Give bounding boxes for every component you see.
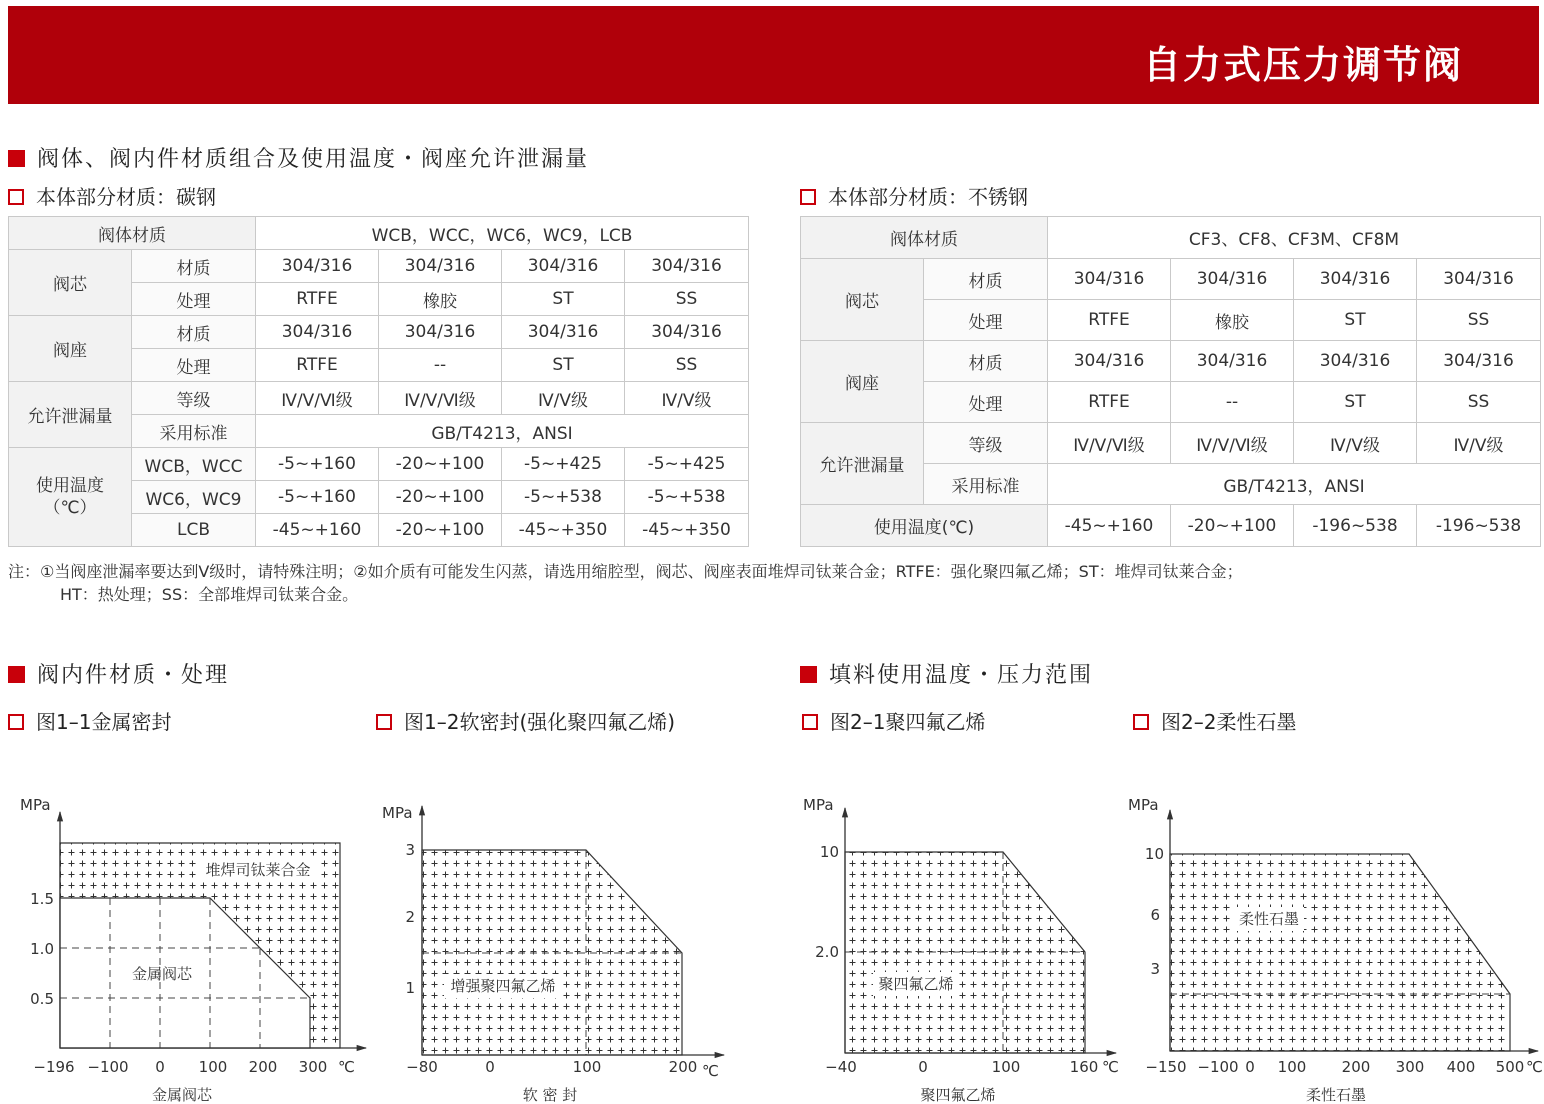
x-tick-label: 0 — [155, 1058, 165, 1076]
table-cell: -196~538 — [1294, 505, 1417, 547]
table-cell: -45~+350 — [502, 514, 625, 547]
temp-row-label: WC6，WC9 — [132, 481, 256, 514]
treatment-label: 处理 — [132, 283, 256, 316]
x-tick-label: 400 — [1446, 1058, 1476, 1076]
table-cell: -- — [379, 349, 502, 382]
material-label: 材质 — [132, 250, 256, 283]
table-cell: -- — [1171, 382, 1294, 423]
y-tick-label: 1.5 — [30, 890, 54, 908]
table-cell: Ⅳ/Ⅴ/Ⅵ级 — [1171, 423, 1294, 464]
seat-label: 阀座 — [9, 316, 132, 382]
table-cell: 304/316 — [625, 250, 749, 283]
table-cell: 304/316 — [256, 250, 379, 283]
x-axis-unit: ℃ — [1102, 1058, 1119, 1076]
subtitle-stainless-steel: 本体部分材质：不锈钢 — [800, 181, 1028, 210]
table-cell: 304/316 — [379, 250, 502, 283]
body-material-label: 阀体材质 — [801, 217, 1048, 259]
x-tick-label: −196 — [33, 1058, 75, 1076]
chart-caption: 软 密 封 — [522, 1086, 578, 1104]
table-cell: -196~538 — [1417, 505, 1541, 547]
table-cell: 304/316 — [1171, 259, 1294, 300]
table-cell: -20~+100 — [1171, 505, 1294, 547]
table-cell: ST — [1294, 382, 1417, 423]
y-tick-label: 3 — [1150, 960, 1160, 978]
y-axis-unit: MPa — [20, 796, 51, 814]
x-tick-label: 500 — [1495, 1058, 1525, 1076]
table-cell: RTFE — [256, 283, 379, 316]
figure-title-2-1: 图2–1聚四氟乙烯 — [802, 706, 985, 735]
section-title-packing: 填料使用温度・压力范围 — [800, 658, 1093, 689]
x-tick-label: −80 — [406, 1058, 438, 1076]
temp-row-label: WCB，WCC — [132, 448, 256, 481]
table-cell: 304/316 — [1048, 259, 1171, 300]
chart-caption: 金属阀芯 — [151, 1086, 213, 1104]
table-cell: 304/316 — [1294, 259, 1417, 300]
leakage-label: 允许泄漏量 — [801, 423, 924, 505]
x-tick-label: −100 — [87, 1058, 129, 1076]
x-tick-label: 200 — [1341, 1058, 1371, 1076]
region-label: 聚四氟乙烯 — [878, 975, 954, 993]
table-note: 注：①当阀座泄漏率要达到Ⅴ级时，请特殊注明；②如介质有可能发生闪蒸，请选用缩腔型，阀芯、阀座表面堆焊司钛莱合金；RTFE：强化聚四氟乙烯；ST：堆焊司钛莱合金； HT：热处理；SS：全部堆焊司钛莱合金。 — [8, 562, 1243, 604]
region-label-metal-core: 金属阀芯 — [131, 965, 193, 983]
figure-title-2-2: 图2–2柔性石墨 — [1133, 706, 1296, 735]
seat-label: 阀座 — [801, 341, 924, 423]
table-cell: 橡胶 — [379, 283, 502, 316]
x-tick-label: 100 — [991, 1058, 1021, 1076]
region-label-stellite: 堆焊司钛莱合金 — [205, 861, 311, 879]
table-cell: 304/316 — [1294, 341, 1417, 382]
y-tick-label: 2.0 — [815, 943, 839, 961]
x-tick-label: 100 — [1277, 1058, 1307, 1076]
region-label: 增强聚四氟乙烯 — [450, 977, 556, 995]
table-cell: -5~+538 — [625, 481, 749, 514]
chart-caption: 柔性石墨 — [1305, 1086, 1367, 1104]
table-cell: -20~+100 — [379, 514, 502, 547]
temperature-label: 使用温度（℃） — [9, 448, 132, 547]
x-tick-label: 300 — [1395, 1058, 1425, 1076]
table-cell: Ⅳ/Ⅴ级 — [502, 382, 625, 415]
treatment-label: 处理 — [924, 300, 1048, 341]
x-tick-label: 200 — [248, 1058, 278, 1076]
section-title-trim: 阀内件材质・处理 — [8, 658, 229, 689]
x-tick-label: 200 — [668, 1058, 698, 1076]
standard-label: 采用标准 — [924, 464, 1048, 505]
x-tick-label: −150 — [1145, 1058, 1187, 1076]
chart-metal-seal — [20, 796, 366, 1104]
x-axis-unit: ℃ — [338, 1058, 355, 1076]
table-cell: Ⅳ/Ⅴ/Ⅵ级 — [256, 382, 379, 415]
table-cell: ST — [502, 349, 625, 382]
subtitle-carbon-steel: 本体部分材质：碳钢 — [8, 181, 216, 210]
table-cell: -45~+160 — [256, 514, 379, 547]
page-title: 自力式压力调节阀 — [1142, 43, 1463, 87]
region-label: 柔性石墨 — [1238, 910, 1300, 928]
table-cell: RTFE — [1048, 300, 1171, 341]
table-cell: RTFE — [256, 349, 379, 382]
y-tick-label: 3 — [405, 841, 415, 859]
x-tick-label: 0 — [918, 1058, 928, 1076]
temperature-label: 使用温度(℃) — [801, 505, 1048, 547]
table-cell: 304/316 — [502, 250, 625, 283]
table-cell: 304/316 — [256, 316, 379, 349]
table-cell: -5~+425 — [625, 448, 749, 481]
table-cell: Ⅳ/Ⅴ级 — [625, 382, 749, 415]
table-cell: -5~+538 — [502, 481, 625, 514]
section-title-materials: 阀体、阀内件材质组合及使用温度・阀座允许泄漏量 — [8, 142, 589, 173]
material-label: 材质 — [132, 316, 256, 349]
table-cell: ST — [1294, 300, 1417, 341]
table-cell: 橡胶 — [1171, 300, 1294, 341]
material-label: 材质 — [924, 341, 1048, 382]
chart-ptfe-packing — [803, 796, 1119, 1104]
grade-label: 等级 — [132, 382, 256, 415]
region-graphite — [1170, 854, 1510, 1051]
y-tick-label: 10 — [1144, 845, 1164, 863]
table-cell: -20~+100 — [379, 481, 502, 514]
table-cell: Ⅳ/Ⅴ/Ⅵ级 — [1048, 423, 1171, 464]
y-tick-label: 0.5 — [30, 990, 54, 1008]
table-cell: -20~+100 — [379, 448, 502, 481]
treatment-label: 处理 — [132, 349, 256, 382]
table-cell: -5~+425 — [502, 448, 625, 481]
table-cell: 304/316 — [625, 316, 749, 349]
table-cell: 304/316 — [1417, 341, 1541, 382]
y-tick-label: 10 — [819, 843, 839, 861]
core-label: 阀芯 — [801, 259, 924, 341]
table-cell: Ⅳ/Ⅴ级 — [1294, 423, 1417, 464]
core-label: 阀芯 — [9, 250, 132, 316]
standard-value: GB/T4213，ANSI — [256, 415, 749, 448]
table-cell: 304/316 — [379, 316, 502, 349]
treatment-label: 处理 — [924, 382, 1048, 423]
table-cell: 304/316 — [1417, 259, 1541, 300]
standard-label: 采用标准 — [132, 415, 256, 448]
table-cell: SS — [1417, 300, 1541, 341]
body-material-value: WCB，WCC，WC6，WC9，LCB — [256, 217, 749, 250]
leakage-label: 允许泄漏量 — [9, 382, 132, 448]
table-cell: -45~+350 — [625, 514, 749, 547]
table-cell: RTFE — [1048, 382, 1171, 423]
table-cell: -45~+160 — [1048, 505, 1171, 547]
figure-title-1-2: 图1–2软密封(强化聚四氟乙烯) — [376, 706, 675, 735]
y-axis-unit: MPa — [382, 804, 413, 822]
body-material-label: 阀体材质 — [9, 217, 256, 250]
body-material-value: CF3、CF8、CF3M、CF8M — [1048, 217, 1541, 259]
table-cell: ST — [502, 283, 625, 316]
y-axis-unit: MPa — [1128, 796, 1159, 814]
table-cell: 304/316 — [502, 316, 625, 349]
chart-caption: 聚四氟乙烯 — [920, 1086, 996, 1104]
standard-value: GB/T4213，ANSI — [1048, 464, 1541, 505]
y-axis-unit: MPa — [803, 796, 834, 814]
chart-soft-seal — [382, 804, 724, 1104]
material-label: 材质 — [924, 259, 1048, 300]
y-tick-label: 1.0 — [30, 940, 54, 958]
figure-title-1-1: 图1–1金属密封 — [8, 706, 171, 735]
x-tick-label: 160 — [1069, 1058, 1099, 1076]
x-axis-unit: ℃ — [1526, 1058, 1543, 1076]
table-cell: SS — [625, 283, 749, 316]
y-tick-label: 1 — [405, 979, 415, 997]
grade-label: 等级 — [924, 423, 1048, 464]
y-tick-label: 6 — [1150, 906, 1160, 924]
x-axis-unit: ℃ — [702, 1062, 719, 1080]
table-cell: SS — [625, 349, 749, 382]
table-cell: -5~+160 — [256, 448, 379, 481]
table-cell: SS — [1417, 382, 1541, 423]
table-cell: 304/316 — [1048, 341, 1171, 382]
table-cell: 304/316 — [1171, 341, 1294, 382]
y-tick-label: 2 — [405, 908, 415, 926]
table-cell: Ⅳ/Ⅴ/Ⅵ级 — [379, 382, 502, 415]
x-tick-label: 300 — [298, 1058, 328, 1076]
x-tick-label: 100 — [572, 1058, 602, 1076]
table-cell: -5~+160 — [256, 481, 379, 514]
chart-graphite-packing — [1128, 796, 1543, 1104]
temp-row-label: LCB — [132, 514, 256, 547]
x-tick-label: −100 — [1197, 1058, 1239, 1076]
x-tick-label: 0 — [485, 1058, 495, 1076]
x-tick-label: 100 — [198, 1058, 228, 1076]
table-cell: Ⅳ/Ⅴ级 — [1417, 423, 1541, 464]
x-tick-label: 0 — [1245, 1058, 1255, 1076]
x-tick-label: −40 — [825, 1058, 857, 1076]
